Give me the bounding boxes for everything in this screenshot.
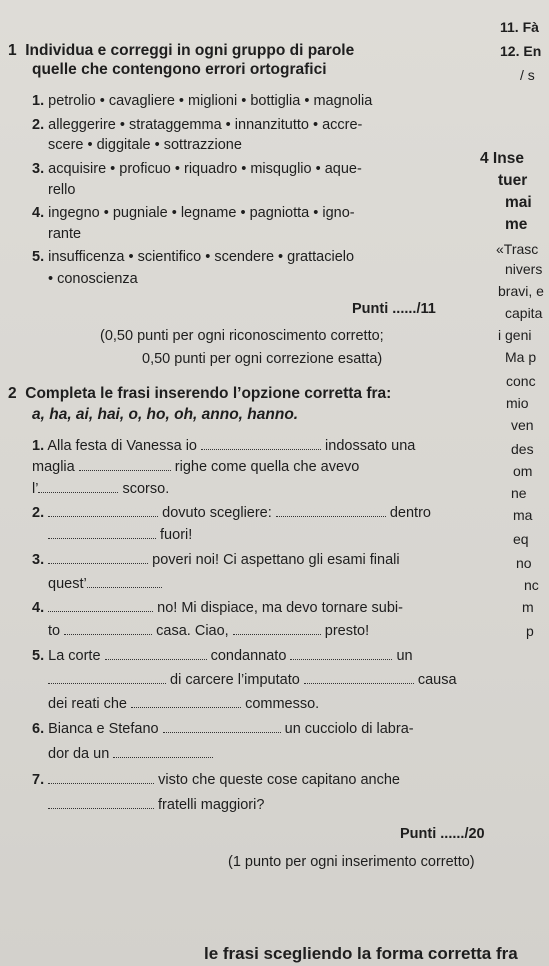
ex2-sentence-2-line2 (48, 525, 192, 544)
ex2-sentence-1-line3 (32, 479, 169, 498)
sentence-text: casa. Ciao, (156, 623, 229, 639)
ex2-sentence-5-line1 (32, 646, 413, 665)
right-col-text: nc (524, 577, 539, 593)
sentence-text: La corte (48, 648, 101, 664)
sentence-text: visto che queste cose capitano anche (158, 772, 400, 788)
right-col-text: bravi, e (498, 283, 544, 299)
ex2-heading (8, 385, 391, 403)
answer-blank[interactable] (48, 795, 154, 809)
item-number: 2. (32, 117, 45, 133)
ex1-title-line2: quelle che contengono errori ortografici (32, 61, 327, 78)
sentence-text: no! Mi dispiace, ma devo tornare subi- (157, 600, 403, 616)
sentence-text: un cucciolo di labra- (284, 721, 414, 737)
item-text: acquisire • proficuo • riquadro • misquglio • aque- (48, 161, 362, 177)
ex1-item-2-cont: scere • diggitale • sottrazzione (48, 137, 242, 153)
answer-blank[interactable] (48, 670, 166, 684)
ex2-sentence-7-line2 (48, 795, 264, 814)
item-text: ingegno • pugniale • legname • pagniotta • igno- (48, 205, 355, 221)
answer-blank[interactable] (276, 503, 386, 517)
right-col-text: ma (513, 507, 533, 523)
ex2-sentence-4-line1 (32, 598, 403, 617)
ex1-score: Punti ....../11 (352, 301, 436, 317)
ex2-note: (1 punto per ogni inserimento corretto) (228, 854, 475, 870)
right-col-text: ne (511, 485, 527, 501)
item-number: 5. (32, 249, 45, 265)
ex1-item-4 (32, 204, 355, 222)
ex2-options: a, ha, ai, hai, o, ho, oh, anno, hanno. (32, 406, 299, 423)
sentence-text: dentro (389, 505, 431, 521)
right-col-text: me (505, 216, 528, 233)
ex1-number: 1 (8, 42, 17, 59)
sentence-text: Alla festa di Vanessa io (47, 438, 197, 454)
item-number: 3. (32, 161, 45, 177)
item-number: 3. (32, 552, 45, 568)
sentence-text: scorso. (122, 481, 170, 497)
ex2-sentence-6-line2 (48, 744, 213, 763)
answer-blank[interactable] (87, 574, 162, 588)
answer-blank[interactable] (131, 694, 241, 708)
answer-blank[interactable] (48, 525, 156, 539)
ex2-sentence-6-line1 (32, 719, 414, 738)
answer-blank[interactable] (48, 598, 153, 612)
ex2-sentence-3-line2 (48, 574, 162, 593)
item-text: insufficenza • scientifico • scendere • grattacielo (48, 249, 355, 265)
answer-blank[interactable] (105, 646, 207, 660)
ex1-item-2 (32, 116, 362, 134)
answer-blank[interactable] (233, 621, 321, 635)
sentence-text: maglia (32, 459, 75, 475)
answer-blank[interactable] (48, 503, 158, 517)
ex2-sentence-5-line2 (48, 670, 457, 689)
answer-blank[interactable] (201, 436, 321, 450)
item-number: 5. (32, 648, 45, 664)
answer-blank[interactable] (79, 457, 171, 471)
right-col-text: p (526, 623, 534, 639)
sentence-text: di carcere l’imputato (170, 672, 300, 688)
sentence-text: condannato (210, 648, 287, 664)
item-text: alleggerire • strataggemma • innanzitutto • accre- (48, 117, 363, 133)
right-col-12: 12. En (500, 43, 542, 59)
sentence-text: Bianca e Stefano (48, 721, 159, 737)
ex2-sentence-5-line3 (48, 694, 319, 713)
answer-blank[interactable] (163, 719, 281, 733)
answer-blank[interactable] (48, 550, 148, 564)
ex1-note-1: (0,50 punti per ogni riconoscimento corretto; (100, 328, 384, 344)
ex1-item-5 (32, 248, 354, 266)
ex2-sentence-2-line1 (32, 503, 431, 522)
ex1-title-line1: Individua e correggi in ogni gruppo di parole (25, 42, 355, 59)
item-number: 7. (32, 772, 45, 788)
ex2-score: Punti ....../20 (400, 826, 485, 842)
ex1-item-5-cont: • conoscienza (48, 271, 138, 287)
sentence-text: dor da un (48, 746, 110, 762)
right-col-text: ven (511, 417, 534, 433)
right-col-text: des (511, 441, 534, 457)
right-col-text: m (522, 599, 534, 615)
right-col-text: capita (505, 305, 543, 321)
sentence-text: un (396, 648, 413, 664)
item-number: 6. (32, 721, 45, 737)
right-col-11: 11. Fà (500, 19, 539, 35)
sentence-text: presto! (324, 623, 370, 639)
right-col-text: i geni (498, 327, 532, 343)
ex2-sentence-3-line1 (32, 550, 400, 569)
item-number: 4. (32, 600, 45, 616)
ex1-item-3 (32, 160, 362, 178)
ex2-title: Completa le frasi inserendo l’opzione corretta fra: (25, 385, 392, 402)
sentence-text: dovuto scegliere: (162, 505, 272, 521)
sentence-text: dei reati che (48, 696, 127, 712)
right-col-text: / s (520, 67, 535, 83)
item-text: petrolio • cavagliere • miglioni • bottiglia • magnolia (48, 93, 373, 109)
sentence-text: indossato una (325, 438, 416, 454)
sentence-text: poveri noi! Ci aspettano gli esami finali (152, 552, 400, 568)
right-col-text: mai (505, 194, 532, 211)
right-col-text: mio (506, 395, 529, 411)
sentence-text: fuori! (160, 527, 193, 543)
ex1-item-1 (32, 92, 372, 110)
right-col-text: «Trasc (496, 241, 539, 257)
ex3-heading-cut: le frasi scegliendo la forma corretta fra (204, 944, 518, 963)
ex1-item-4-cont: rante (48, 226, 82, 242)
answer-blank[interactable] (304, 670, 414, 684)
sentence-text: commesso. (245, 696, 320, 712)
right-col-ex4-heading: 4 Inse (480, 150, 524, 167)
answer-blank[interactable] (38, 479, 118, 493)
sentence-text: righe come quella che avevo (174, 459, 360, 475)
ex1-note-2: 0,50 punti per ogni correzione esatta) (142, 351, 383, 367)
answer-blank[interactable] (113, 744, 213, 758)
sentence-text: causa (417, 672, 457, 688)
right-col-text: Ma p (505, 349, 537, 365)
sentence-text: fratelli maggiori? (158, 797, 265, 813)
right-col-text: om (513, 463, 533, 479)
item-number: 1. (32, 438, 45, 454)
sentence-text: to (48, 623, 61, 639)
right-col-text: nivers (505, 261, 543, 277)
right-col-text: tuer (498, 172, 528, 189)
ex2-sentence-7-line1 (32, 770, 400, 789)
answer-blank[interactable] (290, 646, 392, 660)
ex2-sentence-1-line1 (32, 436, 415, 455)
ex1-item-3-cont: rello (48, 182, 76, 198)
ex2-sentence-4-line2 (48, 621, 369, 640)
answer-blank[interactable] (48, 770, 154, 784)
ex1-heading (8, 42, 354, 60)
sentence-text: quest’ (48, 576, 87, 592)
right-col-text: conc (506, 373, 536, 389)
item-number: 4. (32, 205, 45, 221)
ex2-sentence-1-line2 (32, 457, 359, 476)
right-col-text: eq (513, 531, 529, 547)
right-col-text: no (516, 555, 532, 571)
ex2-number: 2 (8, 385, 17, 402)
sentence-text: l’ (32, 481, 39, 497)
item-number: 1. (32, 93, 45, 109)
answer-blank[interactable] (64, 621, 152, 635)
item-number: 2. (32, 505, 45, 521)
